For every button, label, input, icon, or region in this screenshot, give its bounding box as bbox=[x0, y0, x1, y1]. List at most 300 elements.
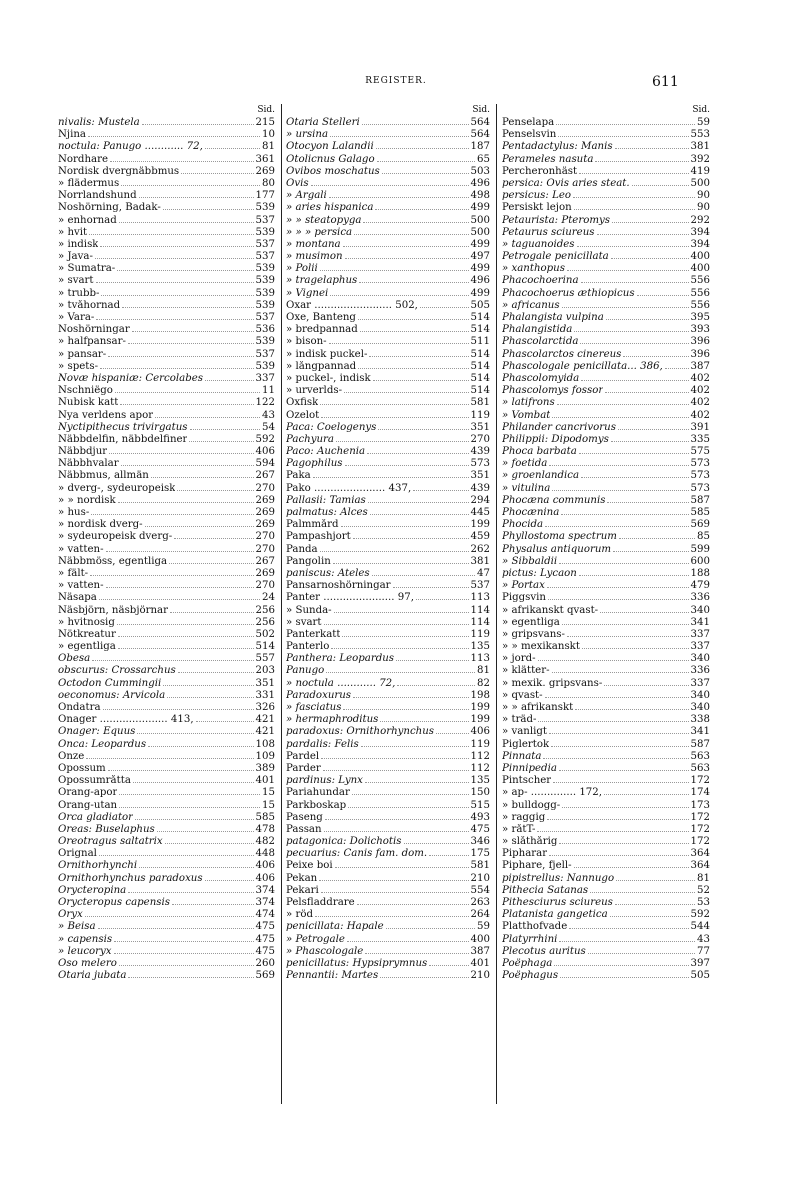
entry-page: 90 bbox=[697, 190, 710, 202]
entry-term: » urverlds- bbox=[286, 385, 343, 397]
entry-term: » sydeuropeisk dverg- bbox=[58, 531, 173, 543]
index-entry bbox=[286, 738, 490, 750]
entry-term: Panterlo bbox=[286, 641, 330, 653]
entry-term: Onca: Leopardus bbox=[58, 738, 147, 750]
entry-term: » trubb- bbox=[58, 287, 100, 299]
entry-term: » ursina bbox=[286, 129, 329, 141]
dot-leader bbox=[343, 238, 469, 247]
index-entry bbox=[286, 579, 490, 591]
entry-page: 172 bbox=[690, 823, 710, 835]
entry-term: Palmmård bbox=[286, 519, 339, 531]
entry-page: 553 bbox=[690, 129, 710, 141]
index-entry bbox=[286, 384, 490, 396]
index-entry bbox=[502, 640, 710, 652]
entry-term: pictus: Lycaon bbox=[502, 567, 577, 579]
dot-leader bbox=[365, 774, 469, 783]
entry-term: persicus: Leo bbox=[502, 190, 571, 202]
dot-leader bbox=[190, 421, 261, 430]
index-entry bbox=[286, 835, 490, 847]
index-entry bbox=[502, 896, 710, 908]
dot-leader bbox=[579, 165, 688, 174]
entry-page: 500 bbox=[470, 214, 490, 226]
dot-leader bbox=[343, 701, 468, 710]
entry-term: » Sunda- bbox=[286, 604, 332, 616]
entry-page: 59 bbox=[697, 117, 710, 128]
index-entry bbox=[58, 872, 275, 884]
entry-term: Näbbdjur bbox=[58, 446, 108, 458]
index-entry bbox=[502, 786, 710, 798]
entry-page: 537 bbox=[255, 251, 275, 263]
entry-term: » foetida bbox=[502, 458, 548, 470]
dot-leader bbox=[148, 738, 253, 747]
entry-page: 81 bbox=[477, 665, 490, 677]
index-entry bbox=[502, 189, 710, 201]
dot-leader bbox=[334, 604, 469, 613]
entry-term: » jord- bbox=[502, 653, 536, 665]
entry-term: Piglertok bbox=[502, 738, 550, 750]
entry-term: Onze bbox=[58, 750, 85, 762]
index-entry bbox=[58, 226, 275, 238]
entry-term: Peixe boi bbox=[286, 860, 333, 872]
entry-term: Panugo bbox=[286, 665, 325, 677]
dot-leader bbox=[95, 250, 254, 259]
dot-leader bbox=[117, 616, 254, 625]
dot-leader bbox=[357, 896, 469, 905]
index-entry bbox=[502, 835, 710, 847]
entry-page: 402 bbox=[690, 397, 710, 409]
dot-leader bbox=[205, 372, 254, 381]
entry-term: » dverg-, sydeuropeisk bbox=[58, 482, 176, 494]
entry-page: 505 bbox=[690, 970, 710, 982]
index-entry bbox=[286, 445, 490, 457]
index-entry bbox=[286, 482, 490, 494]
index-entry bbox=[58, 518, 275, 530]
entry-term: » pansar- bbox=[58, 348, 107, 360]
entry-page: 199 bbox=[470, 702, 490, 713]
index-entry bbox=[58, 774, 275, 786]
dot-leader bbox=[110, 153, 254, 162]
dot-leader bbox=[365, 945, 468, 954]
dot-leader bbox=[574, 323, 688, 332]
index-entry bbox=[286, 433, 490, 445]
entry-page: 113 bbox=[470, 653, 490, 665]
entry-term: Phascolarctos cinereus bbox=[502, 348, 622, 360]
index-column-2 bbox=[286, 104, 490, 981]
index-entry bbox=[286, 689, 490, 701]
index-entry bbox=[502, 701, 710, 713]
entry-page: 203 bbox=[255, 665, 275, 677]
entry-term: » Portax bbox=[502, 580, 545, 592]
dot-leader bbox=[559, 933, 695, 942]
entry-page: 336 bbox=[690, 665, 710, 677]
entry-page: 270 bbox=[470, 433, 490, 445]
index-entry bbox=[58, 859, 275, 871]
index-entry bbox=[286, 628, 490, 640]
entry-page: 493 bbox=[470, 811, 490, 823]
dot-leader bbox=[604, 786, 689, 795]
entry-page: 515 bbox=[470, 799, 490, 811]
entry-page: 537 bbox=[255, 312, 275, 323]
dot-leader bbox=[562, 616, 689, 625]
entry-page: 557 bbox=[255, 653, 275, 665]
entry-term: Philander cancrivorus bbox=[502, 421, 616, 433]
index-entry bbox=[58, 177, 275, 189]
index-entry bbox=[58, 579, 275, 591]
entry-term: » taguanoides bbox=[502, 238, 575, 250]
entry-term: Parkboskap bbox=[286, 799, 347, 811]
index-entry bbox=[502, 165, 710, 177]
dot-leader bbox=[321, 884, 469, 893]
entry-page: 594 bbox=[255, 458, 275, 470]
index-entry bbox=[58, 969, 275, 981]
dot-leader bbox=[96, 274, 254, 283]
entry-term: pipistrellus: Nannugo bbox=[502, 872, 615, 884]
entry-page: 270 bbox=[255, 543, 275, 555]
entry-term: Phascolarctida bbox=[502, 336, 579, 348]
index-entry bbox=[286, 189, 490, 201]
entry-term: » röd bbox=[286, 909, 313, 921]
entry-term: » Beisa bbox=[58, 921, 96, 933]
entry-term: » klätter- bbox=[502, 665, 550, 677]
index-entry bbox=[286, 750, 490, 762]
dot-leader bbox=[151, 469, 254, 478]
dot-leader bbox=[170, 604, 254, 613]
index-entry bbox=[502, 762, 710, 774]
index-entry bbox=[286, 153, 490, 165]
entry-page: 210 bbox=[470, 970, 490, 982]
index-entry bbox=[502, 335, 710, 347]
entry-term: Oryx bbox=[58, 909, 83, 921]
dot-leader bbox=[320, 396, 468, 405]
index-entry bbox=[502, 811, 710, 823]
dot-leader bbox=[119, 957, 254, 966]
dot-leader bbox=[89, 226, 253, 235]
entry-page: 109 bbox=[255, 750, 275, 762]
dot-leader bbox=[549, 457, 688, 466]
dot-leader bbox=[613, 543, 688, 552]
entry-page: 575 bbox=[690, 446, 710, 458]
dot-leader bbox=[353, 530, 469, 539]
dot-leader bbox=[163, 677, 253, 686]
dot-leader bbox=[559, 835, 688, 844]
entry-term: oeconomus: Arvicola bbox=[58, 689, 166, 701]
entry-page: 497 bbox=[470, 251, 490, 263]
entry-term: » Vignei bbox=[286, 287, 329, 299]
dot-leader bbox=[205, 140, 260, 149]
entry-term: Phacochoerus æthiopicus bbox=[502, 287, 635, 299]
dot-leader bbox=[118, 640, 254, 649]
entry-term: Noshörningar bbox=[58, 324, 130, 336]
entry-page: 475 bbox=[470, 823, 490, 835]
entry-term: » svart bbox=[286, 616, 322, 628]
dot-leader bbox=[637, 287, 689, 296]
entry-term: » noctula ............ 72, bbox=[286, 677, 396, 689]
index-entry bbox=[502, 823, 710, 835]
dot-leader bbox=[396, 652, 469, 661]
dot-leader bbox=[574, 201, 695, 210]
entry-page: 573 bbox=[470, 458, 490, 470]
dot-leader bbox=[324, 616, 469, 625]
entry-page: 391 bbox=[690, 421, 710, 433]
dot-leader bbox=[375, 201, 468, 210]
index-entry bbox=[502, 677, 710, 689]
dot-leader bbox=[386, 920, 475, 929]
entry-term: » gripsvans- bbox=[502, 628, 565, 640]
index-entry bbox=[58, 713, 275, 725]
index-entry bbox=[286, 299, 490, 311]
entry-page: 439 bbox=[470, 482, 490, 494]
dot-leader bbox=[393, 579, 469, 588]
entry-page: 346 bbox=[470, 836, 490, 848]
index-entry bbox=[502, 616, 710, 628]
entry-page: 394 bbox=[690, 238, 710, 250]
entry-page: 387 bbox=[470, 945, 490, 957]
entry-page: 364 bbox=[690, 860, 710, 872]
entry-page: 351 bbox=[470, 421, 490, 433]
index-entry bbox=[502, 664, 710, 676]
index-entry bbox=[58, 409, 275, 421]
entry-term: » Phascologale bbox=[286, 945, 364, 957]
entry-term: Pampashjort bbox=[286, 531, 351, 543]
index-entry bbox=[286, 372, 490, 384]
entry-term: Paca: Coelogenys bbox=[286, 421, 377, 433]
index-entry bbox=[58, 494, 275, 506]
entry-page: 556 bbox=[690, 299, 710, 311]
index-entry bbox=[286, 762, 490, 774]
index-entry bbox=[502, 238, 710, 250]
dot-leader bbox=[577, 238, 689, 247]
entry-page: 262 bbox=[470, 543, 490, 555]
entry-term: Penselsvin bbox=[502, 129, 557, 141]
index-entry bbox=[502, 652, 710, 664]
dot-leader bbox=[619, 530, 695, 539]
entry-term: » qvast- bbox=[502, 689, 543, 701]
index-entry bbox=[286, 969, 490, 981]
index-entry bbox=[58, 920, 275, 932]
index-entry bbox=[58, 116, 275, 128]
entry-page: 478 bbox=[255, 823, 275, 835]
entry-page: 587 bbox=[690, 738, 710, 750]
index-entry bbox=[286, 201, 490, 213]
index-entry bbox=[286, 409, 490, 421]
index-entry bbox=[286, 616, 490, 628]
entry-term: » Vara- bbox=[58, 312, 95, 323]
index-entry bbox=[286, 823, 490, 835]
entry-term: Plecotus auritus bbox=[502, 945, 586, 957]
entry-term: noctula: Panugo ............ 72, bbox=[58, 141, 203, 153]
entry-term: Piphare, fjell- bbox=[502, 860, 572, 872]
entry-term: Opossumråtta bbox=[58, 775, 131, 787]
dot-leader bbox=[315, 908, 469, 917]
entry-term: Pachyura bbox=[286, 433, 334, 445]
index-entry bbox=[58, 664, 275, 676]
entry-term: obscurus: Crossarchus bbox=[58, 665, 176, 677]
index-entry bbox=[502, 433, 710, 445]
dot-leader bbox=[612, 214, 689, 223]
dot-leader bbox=[553, 774, 688, 783]
index-entry bbox=[286, 226, 490, 238]
dot-leader bbox=[397, 677, 475, 686]
dot-leader bbox=[165, 835, 254, 844]
index-entry bbox=[286, 140, 490, 152]
index-entry bbox=[502, 396, 710, 408]
entry-page: 65 bbox=[477, 153, 490, 165]
entry-page: 554 bbox=[470, 884, 490, 896]
dot-leader bbox=[429, 957, 468, 966]
index-entry bbox=[502, 908, 710, 920]
entry-page: 374 bbox=[255, 884, 275, 896]
dot-leader bbox=[579, 567, 689, 576]
entry-term: » råtT- bbox=[502, 823, 536, 835]
entry-page: 537 bbox=[255, 214, 275, 226]
entry-term: Pinnata bbox=[502, 750, 542, 762]
index-entry bbox=[286, 664, 490, 676]
dot-leader bbox=[380, 969, 468, 978]
entry-term: Octodon Cummingii bbox=[58, 677, 162, 689]
index-entry bbox=[502, 372, 710, 384]
entry-term: Pinnipedia bbox=[502, 762, 557, 774]
dot-leader bbox=[548, 591, 689, 600]
entry-term: Oreas: Buselaphus bbox=[58, 823, 155, 835]
entry-page: 24 bbox=[262, 592, 275, 604]
index-entry bbox=[286, 725, 490, 737]
entry-term: Philippii: Dipodomys bbox=[502, 433, 609, 445]
entry-term: Näbbdelfin, näbbdelfiner bbox=[58, 433, 188, 445]
entry-term: Näbbmöss, egentliga bbox=[58, 555, 168, 567]
index-entry bbox=[58, 786, 275, 798]
page-column-label: Sid. bbox=[692, 105, 710, 115]
dot-leader bbox=[354, 226, 468, 235]
index-entry bbox=[58, 128, 275, 140]
entry-term: » » mexikanskt bbox=[502, 641, 580, 653]
entry-page: 401 bbox=[470, 957, 490, 969]
entry-term: » capensis bbox=[58, 933, 113, 945]
index-entry bbox=[502, 543, 710, 555]
index-entry bbox=[58, 421, 275, 433]
index-entry bbox=[286, 945, 490, 957]
entry-term: Pennantii: Martes bbox=[286, 970, 379, 982]
entry-page: 43 bbox=[697, 933, 710, 945]
dot-leader bbox=[348, 799, 468, 808]
entry-page: 215 bbox=[255, 117, 275, 128]
page-column-label: Sid. bbox=[257, 105, 275, 115]
entry-page: 337 bbox=[255, 372, 275, 384]
index-entry bbox=[58, 945, 275, 957]
entry-term: Phascologale penicillata... 386, bbox=[502, 360, 663, 372]
entry-term: » fasciatus bbox=[286, 702, 342, 713]
index-entry bbox=[286, 957, 490, 969]
entry-page: 351 bbox=[470, 470, 490, 482]
entry-term: » vanligt bbox=[502, 726, 547, 738]
entry-term: » indisk puckel- bbox=[286, 348, 368, 360]
entry-term: » raggig bbox=[502, 811, 546, 823]
dot-leader bbox=[580, 335, 688, 344]
entry-term: Ovis bbox=[286, 177, 309, 189]
entry-page: 539 bbox=[255, 299, 275, 311]
entry-page: 564 bbox=[470, 129, 490, 141]
dot-leader bbox=[420, 299, 469, 308]
dot-leader bbox=[145, 518, 254, 527]
page-number: 611 bbox=[652, 74, 679, 90]
index-entry bbox=[58, 823, 275, 835]
entry-term: Obesa bbox=[58, 653, 91, 665]
entry-term: » tragelaphus bbox=[286, 275, 358, 287]
dot-leader bbox=[543, 750, 688, 759]
entry-page: 537 bbox=[255, 238, 275, 250]
dot-leader bbox=[538, 713, 688, 722]
index-entry bbox=[286, 128, 490, 140]
entry-term: Platthofvade bbox=[502, 921, 568, 933]
entry-term: » bulldogg- bbox=[502, 799, 561, 811]
index-entry bbox=[58, 591, 275, 603]
entry-page: 122 bbox=[255, 397, 275, 409]
index-entry bbox=[502, 262, 710, 274]
index-entry bbox=[502, 140, 710, 152]
entry-page: 269 bbox=[255, 519, 275, 531]
entry-page: 336 bbox=[690, 592, 710, 604]
dot-leader bbox=[103, 701, 254, 710]
entry-term: Orca gladiator bbox=[58, 811, 134, 823]
entry-term: » montana bbox=[286, 238, 341, 250]
entry-term: » » afrikanskt bbox=[502, 702, 574, 713]
dot-leader bbox=[91, 506, 253, 515]
entry-page: 364 bbox=[690, 848, 710, 860]
dot-leader bbox=[313, 469, 469, 478]
index-entry bbox=[502, 116, 710, 128]
index-entry bbox=[58, 835, 275, 847]
index-entry bbox=[58, 384, 275, 396]
entry-page: 119 bbox=[470, 628, 490, 640]
entry-page: 340 bbox=[690, 653, 710, 665]
dot-leader bbox=[623, 348, 688, 357]
entry-page: 556 bbox=[690, 287, 710, 299]
dot-leader bbox=[597, 226, 689, 235]
entry-term: Orang-utan bbox=[58, 799, 118, 811]
entry-term: Pangolin bbox=[286, 555, 331, 567]
entry-term: Noshörning, Badak- bbox=[58, 202, 161, 214]
dot-leader bbox=[557, 396, 689, 405]
entry-term: Orycteropina bbox=[58, 884, 127, 896]
index-entry bbox=[286, 262, 490, 274]
index-entry bbox=[502, 494, 710, 506]
entry-term: Paka bbox=[286, 470, 311, 482]
entry-term: Panter ...................... 97, bbox=[286, 592, 414, 604]
entry-term: » hus- bbox=[58, 507, 90, 518]
dot-leader bbox=[579, 445, 689, 454]
entry-term: » Vombat bbox=[502, 409, 551, 421]
index-entry bbox=[58, 677, 275, 689]
dot-leader bbox=[88, 128, 260, 137]
dot-leader bbox=[155, 409, 260, 418]
dot-leader bbox=[101, 287, 253, 296]
index-entry bbox=[58, 628, 275, 640]
index-entry bbox=[58, 701, 275, 713]
entry-term: » vitulina bbox=[502, 482, 551, 494]
entry-term: » Sumatra- bbox=[58, 263, 116, 275]
index-entry bbox=[286, 116, 490, 128]
dot-leader bbox=[167, 689, 253, 698]
entry-term: palmatus: Alces bbox=[286, 507, 368, 518]
entry-term: Piggsvin bbox=[502, 592, 546, 604]
entry-term: » flädermus bbox=[58, 177, 120, 189]
entry-page: 374 bbox=[255, 897, 275, 908]
entry-term: Pallasii: Tamias bbox=[286, 494, 366, 506]
dot-leader bbox=[665, 360, 689, 369]
index-entry bbox=[286, 567, 490, 579]
dot-leader bbox=[342, 628, 468, 637]
entry-term: Phyllostoma spectrum bbox=[502, 531, 617, 543]
entry-page: 270 bbox=[255, 580, 275, 592]
